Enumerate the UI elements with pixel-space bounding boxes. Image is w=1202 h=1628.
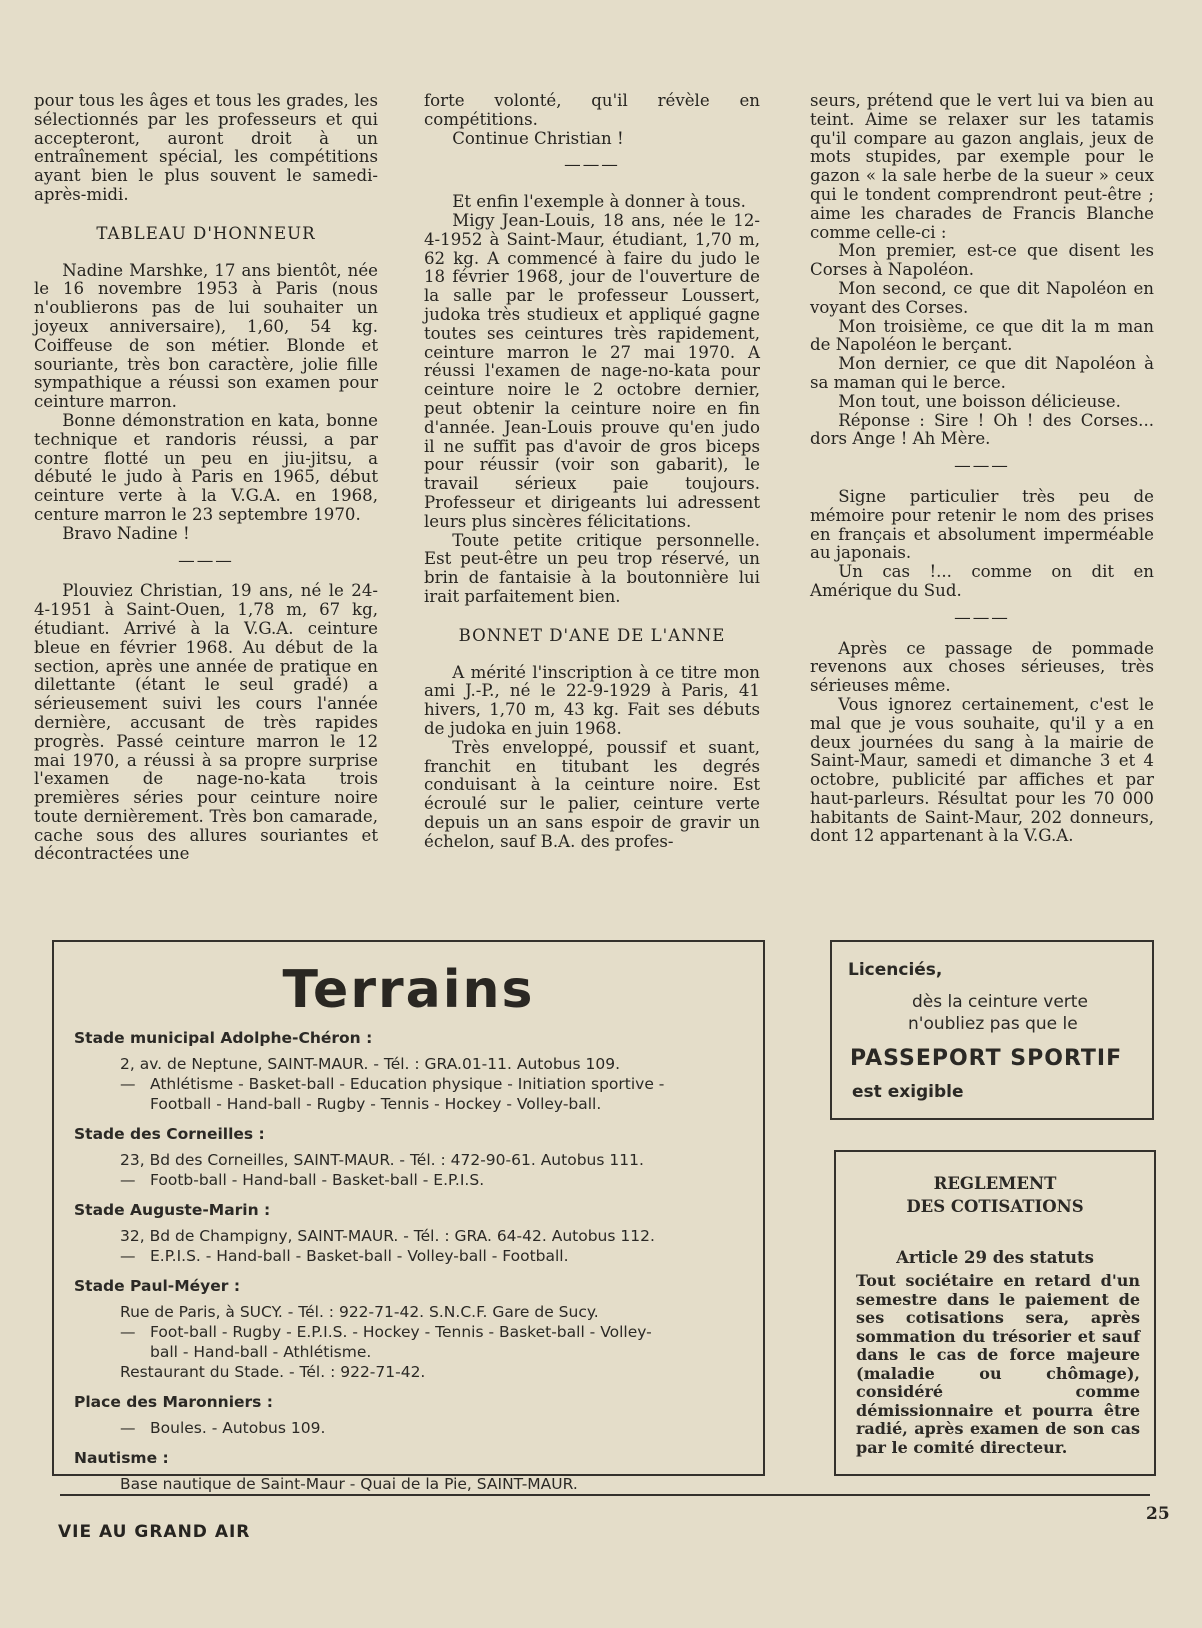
venue-restaurant: Restaurant du Stade. - Tél. : 922-71-42. [120, 1363, 426, 1381]
venue-sports: Foot-ball - Rugby - E.P.I.S. - Hockey - Tennis - Basket-ball - Volley- [150, 1323, 652, 1341]
venue-name: Stade des Corneilles : [74, 1125, 265, 1143]
dash-mark: — [120, 1171, 136, 1189]
venue-sports: E.P.I.S. - Hand-ball - Basket-ball - Volley-ball - Football. [150, 1247, 569, 1265]
paragraph: Très enveloppé, poussif et suant, franchit en titubant les degrés conduisant à la ceinture noire. Est écroulé sur le palier, ceinture verte depuis un an sans espoir de gravir un échelon, sauf B.A. des profes- [424, 737, 760, 851]
paragraph: Toute petite critique personnelle. Est peut-être un peu trop réservé, un brin de fantaisie à la boutonnière lui irait parfaitement bien. [424, 530, 760, 606]
reglement-article: Article 29 des statuts [896, 1248, 1094, 1267]
separator: ——— [564, 155, 620, 175]
paragraph: Mon premier, est-ce que disent les Corses à Napoléon. [810, 241, 1154, 280]
paragraph: Et enfin l'exemple à donner à tous. [452, 192, 746, 212]
reglement-title [836, 1172, 1154, 1218]
paragraph: Bonne démonstration en kata, bonne technique et randoris réussi, a par contre flotté un peu en jiu-jitsu, a débuté le judo à Paris en 1965, début ceinture verte à la V.G.A. en 1968, centure marron le 23 septembre 1970. [34, 410, 378, 524]
dash-mark: — [120, 1075, 136, 1093]
venue-corneilles [74, 1124, 745, 1190]
venue-name: Place des Maronniers : [74, 1393, 273, 1411]
venue-name: Nautisme : [74, 1449, 169, 1467]
terrains-title: Terrains [282, 960, 535, 1020]
paragraph: Réponse : Sire ! Oh ! des Corses... dors Ange ! Ah Mère. [810, 410, 1154, 449]
paragraph: Signe particulier très peu de mémoire pour retenir le nom des prises en français et absolument imperméable au japonais. [810, 486, 1154, 563]
paragraph: seurs, prétend que le vert lui va bien au teint. Aime se relaxer sur les tatamis qu'il compare au gazon anglais, jeux de mots stupides, par exemple pour le gazon « la sale herbe de la sueur » ceux qui le tondent comprendront peut-être ; aime les charades de Francis Blanche comme celle-ci : [810, 91, 1154, 242]
venue-maronniers [74, 1392, 745, 1438]
paragraph: Après ce passage de pommade revenons aux choses sérieuses, très sérieuses même. [810, 638, 1154, 696]
licencies-line: dès la ceinture verte [912, 992, 1088, 1012]
terrains-box [52, 940, 765, 1493]
reglement-title-line: DES COTISATIONS [906, 1197, 1084, 1216]
venue-list [74, 1028, 745, 1504]
paragraph: Un cas !... comme on dit en Amérique du Sud. [810, 562, 1154, 600]
paragraph: Bravo Nadine ! [62, 523, 190, 543]
venue-adolphe-cheron [74, 1028, 745, 1114]
footer-rule [60, 1494, 1150, 1496]
venue-paul-meyer [74, 1276, 745, 1382]
paragraph: A mérité l'inscription à ce titre mon ami J.-P., né le 22-9-1929 à Paris, 41 hivers, 1,70 m, 43 kg. Fait ses débuts de judoka en juin 1968. [424, 662, 760, 738]
venue-sports: Boules. - Autobus 109. [150, 1419, 326, 1437]
licencies-exigible: est exigible [852, 1082, 964, 1102]
separator: ——— [178, 550, 234, 570]
venue-name: Stade Paul-Méyer : [74, 1277, 241, 1295]
article-column-1 [34, 92, 378, 864]
paragraph: Plouviez Christian, 19 ans, né le 24-4-1951 à Saint-Ouen, 1,78 m, 67 kg, étudiant. Arrivé à la V.G.A. ceinture bleue en février 1968. Au début de la section, après une année de pratique en dilettante (étant le seul gradé) a sérieusement suivi les cours l'année dernière, accusant de très rapides progrès. Passé ceinture marron le 12 mai 1970, a réussi à sa propre surprise l'examen de nage-no-kata trois premières séries pour ceinture noire toute dernièrement. Très bon camarade, cache sous des allures souriantes et décontractées une [34, 581, 378, 864]
venue-address: 2, av. de Neptune, SAINT-MAUR. - Tél. : GRA.01-11. Autobus 109. [120, 1055, 621, 1073]
paragraph: Continue Christian ! [452, 128, 624, 148]
paragraph: pour tous les âges et tous les grades, les sélectionnés par les professeurs et qui accepteront, auront droit à un entraînement spécial, les compétitions ayant bien le plus souvent le samedi-après-midi. [34, 91, 378, 204]
paragraph: Mon second, ce que dit Napoléon en voyant des Corses. [810, 278, 1154, 317]
article-column-2 [424, 92, 760, 851]
venue-address: Rue de Paris, à SUCY. - Tél. : 922-71-42. S.N.C.F. Gare de Sucy. [120, 1303, 599, 1321]
reglement-body: Tout sociétaire en retard d'un semestre dans le paiement de ses cotisations sera, après sommation du trésorier et sauf dans le cas de force majeure (maladie ou chômage), considéré comme démissionnaire et pourra être radié, après examen de son cas par le comité directeur. [856, 1271, 1140, 1457]
paragraph: forte volonté, qu'il révèle en compétitions. [424, 91, 760, 129]
dash-mark: — [120, 1323, 136, 1341]
venue-address: Base nautique de Saint-Maur - Quai de la Pie, SAINT-MAUR. [120, 1475, 578, 1493]
separator: ——— [954, 607, 1010, 627]
paragraph: Mon dernier, ce que dit Napoléon à sa maman qui le berce. [810, 354, 1154, 392]
paragraph: Mon troisième, ce que dit la m man de Napoléon le berçant. [810, 316, 1154, 355]
venue-sports: Football - Hand-ball - Rugby - Tennis - Hockey - Volley-ball. [150, 1095, 602, 1113]
venue-name: Stade municipal Adolphe-Chéron : [74, 1029, 373, 1047]
reglement-box [834, 1150, 1156, 1476]
venue-auguste-marin [74, 1200, 745, 1266]
paragraph: Vous ignorez certainement, c'est le mal que je vous souhaite, qu'il y a en deux journées du sang à la mairie de Saint-Maur, samedi et dimanche 3 et 4 octobre, publicité par affiches et par haut-parleurs. Résultat pour les 70 000 habitants de Saint-Maur, 202 donneurs, dont 12 appartenant à la V.G.A. [810, 694, 1154, 846]
passeport-sportif: PASSEPORT SPORTIF [850, 1046, 1123, 1071]
venue-sports: ball - Hand-ball - Athlétisme. [150, 1343, 372, 1361]
paragraph: Migy Jean-Louis, 18 ans, née le 12-4-1952 à Saint-Maur, étudiant, 1,70 m, 62 kg. A commencé à faire du judo le 18 février 1968, jour de l'ouverture de la salle par le professeur Loussert, judoka très studieux et appliqué gagne toutes ses ceintures très rapidement, ceinture marron le 27 mai 1970. A réussi l'examen de nage-no-kata pour ceinture noire le 2 octobre dernier, peut obtenir la ceinture noire en fin d'année. Jean-Louis prouve qu'en judo il ne suffit pas d'avoir de gros biceps pour réussir (voir son gabarit), le travail sérieux paie toujours. Professeur et dirigeants lui adressent leurs plus sincères félicitations. [424, 210, 760, 531]
separator: ——— [954, 456, 1010, 476]
dash-mark: — [120, 1419, 136, 1437]
venue-address: 23, Bd des Corneilles, SAINT-MAUR. - Tél. : 472-90-61. Autobus 111. [120, 1151, 644, 1169]
magazine-name: VIE AU GRAND AIR [58, 1522, 251, 1542]
venue-sports: Athlétisme - Basket-ball - Education physique - Initiation sportive - [150, 1075, 665, 1093]
licencies-line: n'oubliez pas que le [908, 1014, 1078, 1034]
paragraph: Mon tout, une boisson délicieuse. [838, 391, 1121, 411]
page-number: 25 [1146, 1504, 1170, 1524]
licencies-title: Licenciés, [848, 960, 943, 980]
venue-nautisme [74, 1448, 745, 1494]
section-heading-tableau-d-honneur: TABLEAU D'HONNEUR [96, 223, 316, 243]
section-heading-bonnet-d-ane: BONNET D'ANE DE L'ANNE [458, 625, 726, 645]
article-column-3 [810, 92, 1154, 846]
paragraph: Nadine Marshke, 17 ans bientôt, née le 16 novembre 1953 à Paris (nous n'oublierons pas de lui souhaiter un joyeux anniversaire), 1,60, 54 kg. Coiffeuse de son métier. Blonde et souriante, très bon caractère, jolie fille sympathique a réussi son examen pour ceinture marron. [34, 260, 378, 412]
venue-sports: Footb-ball - Hand-ball - Basket-ball - E.P.I.S. [150, 1171, 485, 1189]
licencies-box [830, 940, 1154, 1120]
reglement-title-line: REGLEMENT [933, 1174, 1057, 1193]
venue-address: 32, Bd de Champigny, SAINT-MAUR. - Tél. : GRA. 64-42. Autobus 112. [120, 1227, 655, 1245]
dash-mark: — [120, 1247, 136, 1265]
venue-name: Stade Auguste-Marin : [74, 1201, 271, 1219]
